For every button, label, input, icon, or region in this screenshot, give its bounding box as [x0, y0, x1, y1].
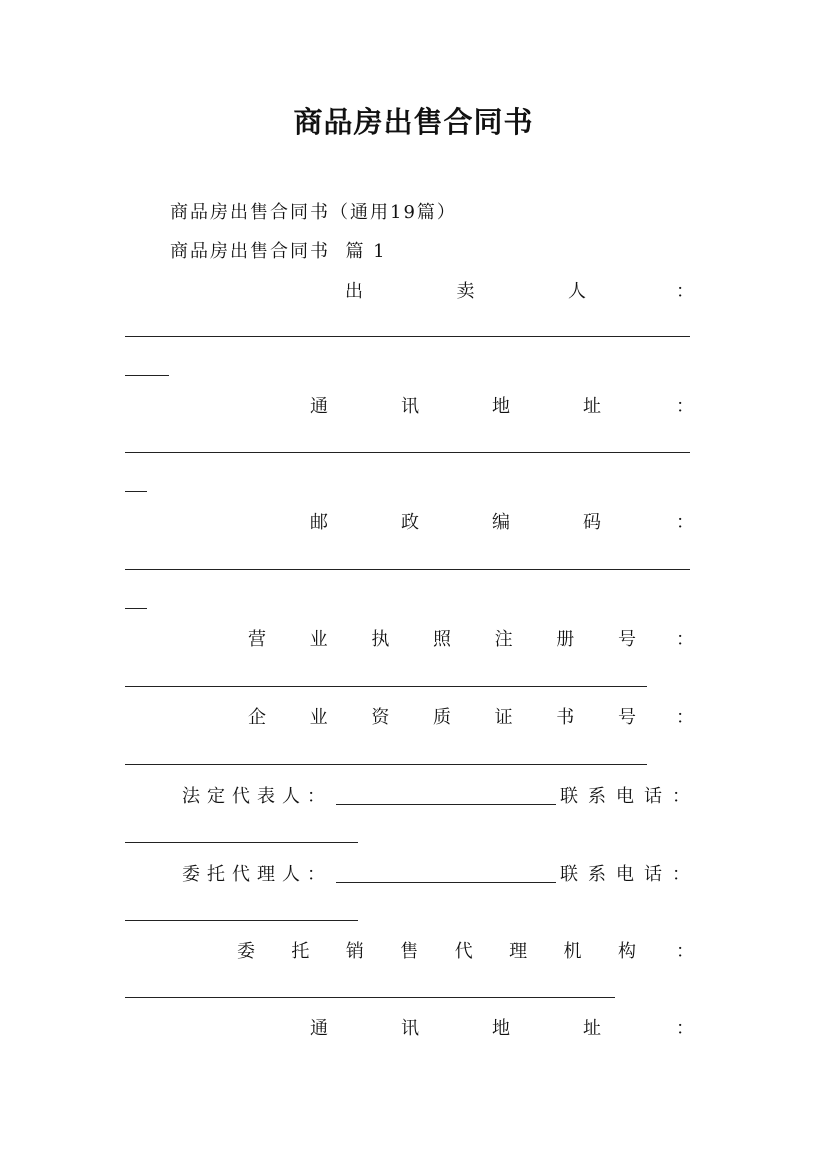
label-char: 卖 [456, 281, 475, 302]
blank-line [125, 920, 358, 921]
label-char: 资 [371, 707, 390, 728]
label-char: 话 [644, 786, 662, 807]
colon: ： [672, 864, 690, 885]
label-char: 出 [345, 281, 363, 302]
label-char: 托 [291, 941, 310, 962]
blank-line [336, 786, 556, 805]
label-char: 话 [644, 864, 662, 885]
blank-line [125, 336, 690, 337]
field-address [125, 392, 694, 418]
colon: ： [676, 396, 694, 417]
label-char: 联 [560, 786, 578, 807]
label-char: 委 [237, 941, 255, 962]
colon: ： [676, 512, 694, 533]
label-char: 业 [309, 629, 328, 650]
field-sales-agency [125, 937, 694, 963]
blank-line [336, 864, 556, 883]
field-address-2 [125, 1014, 694, 1040]
label-char: 人 [568, 281, 586, 302]
label-char: 地 [492, 396, 510, 417]
blank-line [125, 686, 647, 687]
label-char: 邮 [310, 512, 328, 533]
label-char: 执 [371, 629, 390, 650]
label-char: 代 [454, 941, 473, 962]
field-license [125, 625, 694, 651]
label-char: 讯 [401, 396, 419, 417]
label-char: 政 [401, 512, 419, 533]
label-char: 号 [617, 629, 636, 650]
field-seller-label [345, 277, 676, 303]
label-char: 机 [563, 941, 582, 962]
label-char: 系 [588, 786, 606, 807]
field-postcode-label [310, 508, 676, 534]
label-char: 系 [588, 864, 606, 885]
label-char: 照 [432, 629, 451, 650]
colon: ： [676, 1018, 694, 1039]
label-char: 址 [583, 396, 601, 417]
label-char: 电 [616, 864, 634, 885]
label-char: 书 [556, 707, 575, 728]
label-char: 售 [400, 941, 419, 962]
agent-label: 委托代理人： [182, 864, 332, 885]
colon: ： [676, 941, 694, 962]
blank-line [125, 764, 647, 765]
blank-line [125, 842, 358, 843]
colon: ： [672, 786, 690, 807]
legal-rep-label: 法定代表人： [182, 786, 332, 807]
field-address-label [310, 392, 676, 418]
label-char: 联 [560, 864, 578, 885]
label-char: 理 [509, 941, 528, 962]
colon: ： [676, 707, 694, 728]
label-char: 号 [617, 707, 636, 728]
colon: ： [676, 281, 694, 302]
label-char: 证 [494, 707, 513, 728]
blank-line [125, 608, 147, 609]
field-license-label [248, 625, 676, 651]
field-qualification-label [248, 703, 676, 729]
label-char: 通 [310, 1018, 328, 1039]
document-subtitle: 商品房出售合同书（通用19篇） [170, 202, 457, 223]
field-agent [125, 860, 690, 886]
colon: ： [676, 629, 694, 650]
label-char: 构 [617, 941, 636, 962]
field-address-2-label [310, 1014, 676, 1040]
field-sales-agency-label [237, 937, 676, 963]
section-heading: 商品房出售合同书 篇 1 [170, 241, 387, 262]
label-char: 册 [556, 629, 575, 650]
label-char: 质 [432, 707, 451, 728]
label-char: 企 [248, 707, 266, 728]
blank-line [125, 375, 169, 376]
document-title: 商品房出售合同书 [293, 105, 534, 139]
field-qualification [125, 703, 694, 729]
field-postcode [125, 508, 694, 534]
label-char: 业 [309, 707, 328, 728]
blank-line [125, 997, 615, 998]
label-char: 注 [494, 629, 513, 650]
label-char: 电 [616, 786, 634, 807]
agent-phone-label [560, 860, 690, 886]
label-char: 地 [492, 1018, 510, 1039]
label-char: 码 [583, 512, 601, 533]
label-char: 营 [248, 629, 266, 650]
field-legal-rep [125, 782, 690, 808]
blank-line [125, 452, 690, 453]
blank-line [125, 491, 147, 492]
blank-line [125, 569, 690, 570]
label-char: 讯 [401, 1018, 419, 1039]
legal-phone-label [560, 782, 690, 808]
label-char: 址 [583, 1018, 601, 1039]
label-char: 编 [492, 512, 510, 533]
field-seller [125, 277, 694, 303]
label-char: 销 [345, 941, 364, 962]
label-char: 通 [310, 396, 328, 417]
